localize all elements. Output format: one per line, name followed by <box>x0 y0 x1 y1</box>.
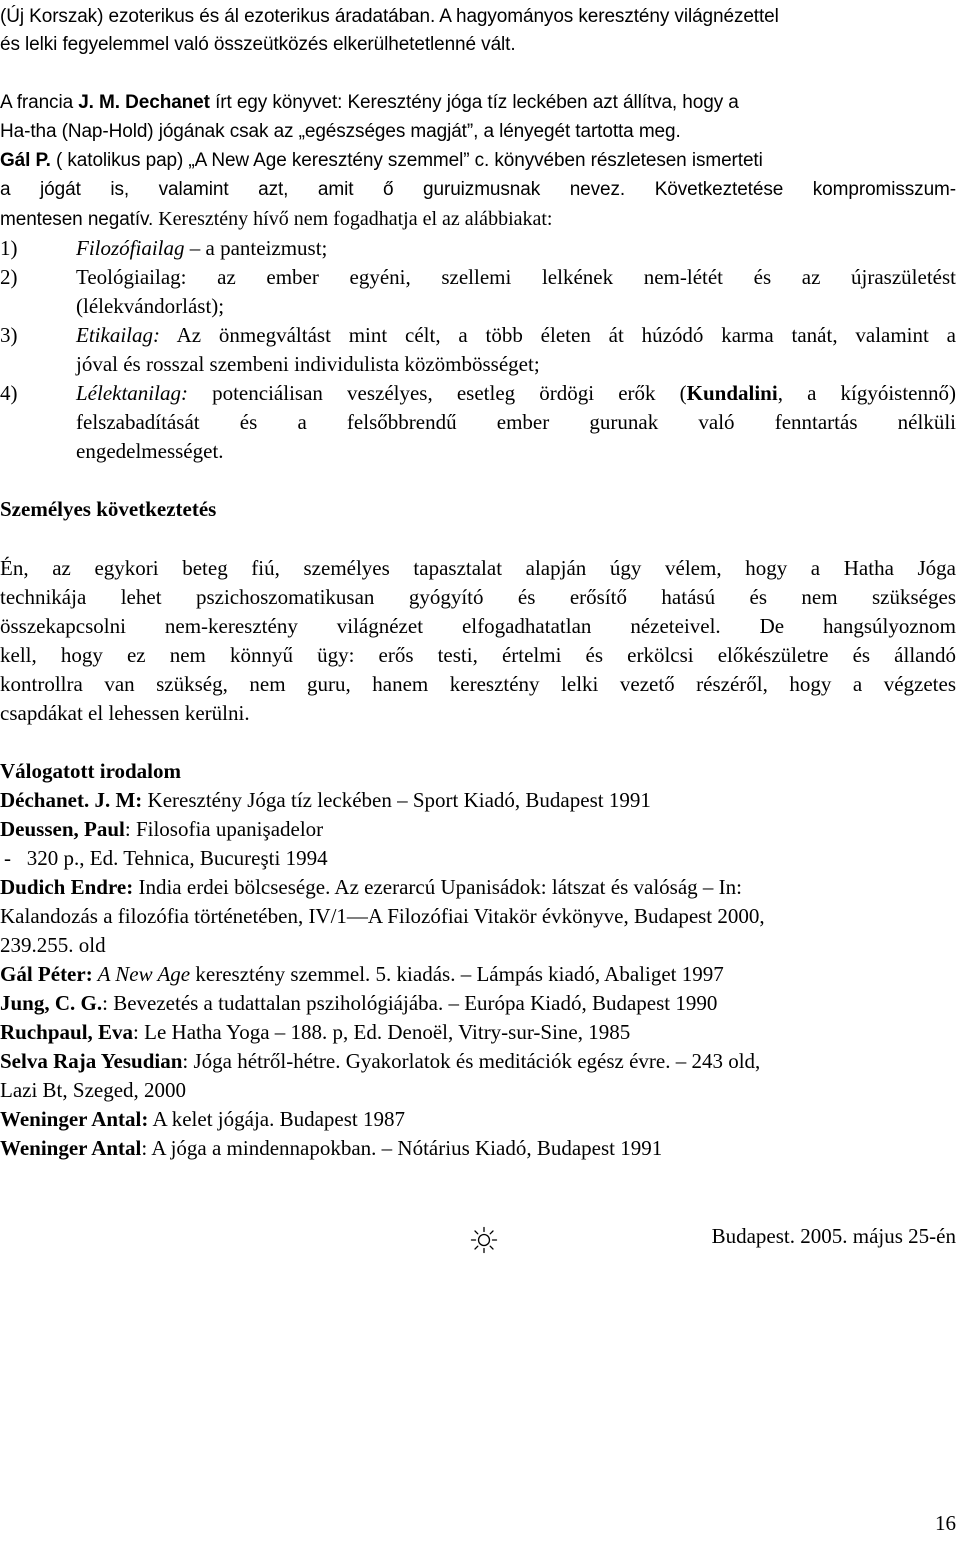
list-item-continued: (lélekvándorlást); <box>76 294 225 318</box>
reference-text: : Filosofia upanişadelor <box>124 817 324 841</box>
reference-text: India erdei bölcsesége. Az ezerarcú Upanisádok: látszat és valóság – In: <box>133 875 742 899</box>
reference-text: A kelet jógája. Budapest 1987 <box>148 1107 405 1131</box>
reference-entry <box>0 990 717 1016</box>
paragraph-line: összekapcsolni nem-keresztény világnézet elfogadhatatlan nézeteivel. De hangsúlyoznom <box>0 614 956 638</box>
reference-entry <box>0 1019 630 1045</box>
reference-entry <box>0 816 323 842</box>
section-heading <box>0 758 181 784</box>
reference-entry <box>0 874 742 900</box>
reference-author: Deussen, Paul <box>0 817 125 841</box>
heading-text: Személyes következtetés <box>0 497 217 521</box>
reference-entry <box>0 961 724 987</box>
list-item <box>76 322 956 348</box>
list-label: Etikailag: <box>76 323 160 347</box>
text: A francia <box>0 92 74 113</box>
paragraph-line <box>0 177 956 203</box>
page-number: 16 <box>935 1511 956 1535</box>
reference-title: A New Age <box>92 962 191 986</box>
text: potenciálisan veszélyes, esetleg ördögi erők ( <box>187 381 687 405</box>
reference-entry <box>0 1048 760 1074</box>
reference-text: keresztény szemmel. 5. kiadás. – Lámpás kiadó, Abaliget 1997 <box>190 962 724 986</box>
paragraph-line: technikája lehet pszichoszomatikusan gyógyító és erősítő hatású és nem szükséges <box>0 585 956 609</box>
paragraph-line: kell, hogy ez nem könnyű ügy: erős testi, értelmi és erkölcsi előkészületre és állandó <box>0 643 956 667</box>
reference-entry <box>0 1106 405 1132</box>
text: ( katolikus pap) „A New Age keresztény szemmel” c. <box>56 150 490 171</box>
list-item-continued: felszabadítását és a felsőbbrendű ember gurunak való fenntartás nélküli <box>76 410 956 434</box>
list-number: 3) <box>0 323 18 347</box>
text: , a kígyóistennő) <box>777 381 956 405</box>
paragraph-line <box>0 148 763 174</box>
reference-text: - 320 p., Ed. Tehnica, Bucureşti 1994 <box>4 846 328 870</box>
text: Keresztény hívő nem fogadhatja el az alábbiakat: <box>158 208 553 230</box>
reference-author: Ruchpaul, Eva <box>0 1020 134 1044</box>
list-number: 2) <box>0 265 18 289</box>
author-initials: J. M. <box>78 92 120 113</box>
signature-date: Budapest. 2005. május 25-én <box>711 1224 956 1248</box>
reference-entry <box>0 787 651 813</box>
text: könyvében részletesen ismerteti <box>494 150 763 171</box>
bold-term: Kundalini <box>686 381 778 405</box>
reference-author: Gál Péter: <box>0 962 93 986</box>
list-item: Teológiailag: az ember egyéni, szellemi lelkének nem-létét és az újraszületést <box>76 265 956 289</box>
paragraph-line: és lelki fegyelemmel való összeütközés elkerülhetetlenné vált. <box>0 34 516 55</box>
reference-author: Déchanet. J. M: <box>0 788 143 812</box>
text: mentesen negatív. <box>0 209 154 230</box>
list-item <box>76 380 956 406</box>
author-name: Gál P. <box>0 150 51 171</box>
list-label: Filozófiailag <box>76 236 185 260</box>
list-label: Lélektanilag: <box>76 381 188 405</box>
reference-author: Weninger Antal <box>0 1136 142 1160</box>
reference-author: Jung, C. G. <box>0 991 103 1015</box>
reference-continued: Kalandozás a filozófia történetében, IV/1—A Filozófiai Vitakör évkönyve, Budapest 2000, <box>0 904 765 928</box>
paragraph-line: Én, az egykori beteg fiú, személyes tapasztalat alapján úgy vélem, hogy a Hatha Jóga <box>0 556 956 580</box>
sun-icon <box>470 1226 498 1254</box>
text: Következtetése kompromisszum- <box>654 179 957 200</box>
paragraph-line: csapdákat el lehessen kerülni. <box>0 701 250 725</box>
reference-continued <box>4 845 328 871</box>
paragraph-line <box>0 90 739 116</box>
reference-author: Selva Raja Yesudian <box>0 1049 183 1073</box>
reference-text: : Le Hatha Yoga – 188. p, Ed. Denoël, Vitry-sur-Sine, 1985 <box>133 1020 631 1044</box>
reference-text: : Bevezetés a tudattalan pszihológiájába. – Európa Kiadó, Budapest 1990 <box>102 991 718 1015</box>
section-heading <box>0 496 216 522</box>
list-item-continued: jóval és rosszal szembeni individulista közömbösséget; <box>76 352 540 376</box>
list-item-continued: engedelmességet. <box>76 439 224 463</box>
reference-text: : Jóga hétről-hétre. Gyakorlatok és meditációk egész évre. – 243 old, <box>182 1049 761 1073</box>
text: a jógát is, valamint azt, amit ő guruizmusnak nevez. <box>0 179 626 200</box>
reference-text: : A jóga a mindennapokban. – Nótárius Kiadó, Budapest 1991 <box>141 1136 663 1160</box>
reference-entry <box>0 1135 662 1161</box>
paragraph-line: kontrollra van szükség, nem guru, hanem keresztény lelki vezető részéről, hogy a végzetes <box>0 672 956 696</box>
text: Az önmegváltást mint célt, a több életen át húzódó karma tanát, valamint a <box>159 323 956 347</box>
reference-author: Dudich Endre: <box>0 875 134 899</box>
list-item <box>76 235 327 261</box>
paragraph-line: (Új Korszak) ezoterikus és ál ezoterikus áradatában. A hagyományos keresztény világnézettel <box>0 6 779 27</box>
reference-text: Keresztény Jóga tíz leckében – Sport Kiadó, Budapest 1991 <box>142 788 651 812</box>
paragraph-line: Ha-tha (Nap-Hold) jógának csak az „egészséges magját”, a lényegét tartotta meg. <box>0 121 681 142</box>
reference-author: Weninger Antal: <box>0 1107 149 1131</box>
reference-continued: 239.255. old <box>0 933 106 957</box>
reference-continued: Lazi Bt, Szeged, 2000 <box>0 1078 187 1102</box>
paragraph-line <box>0 206 553 233</box>
heading-text: Válogatott irodalom <box>0 759 182 783</box>
list-number: 1) <box>0 236 18 260</box>
list-number: 4) <box>0 381 18 405</box>
author-name: Dechanet <box>125 92 210 113</box>
text: – a panteizmust; <box>184 236 328 260</box>
text: írt egy könyvet: Keresztény jóga tíz leckében azt állítva, hogy a <box>215 92 739 113</box>
